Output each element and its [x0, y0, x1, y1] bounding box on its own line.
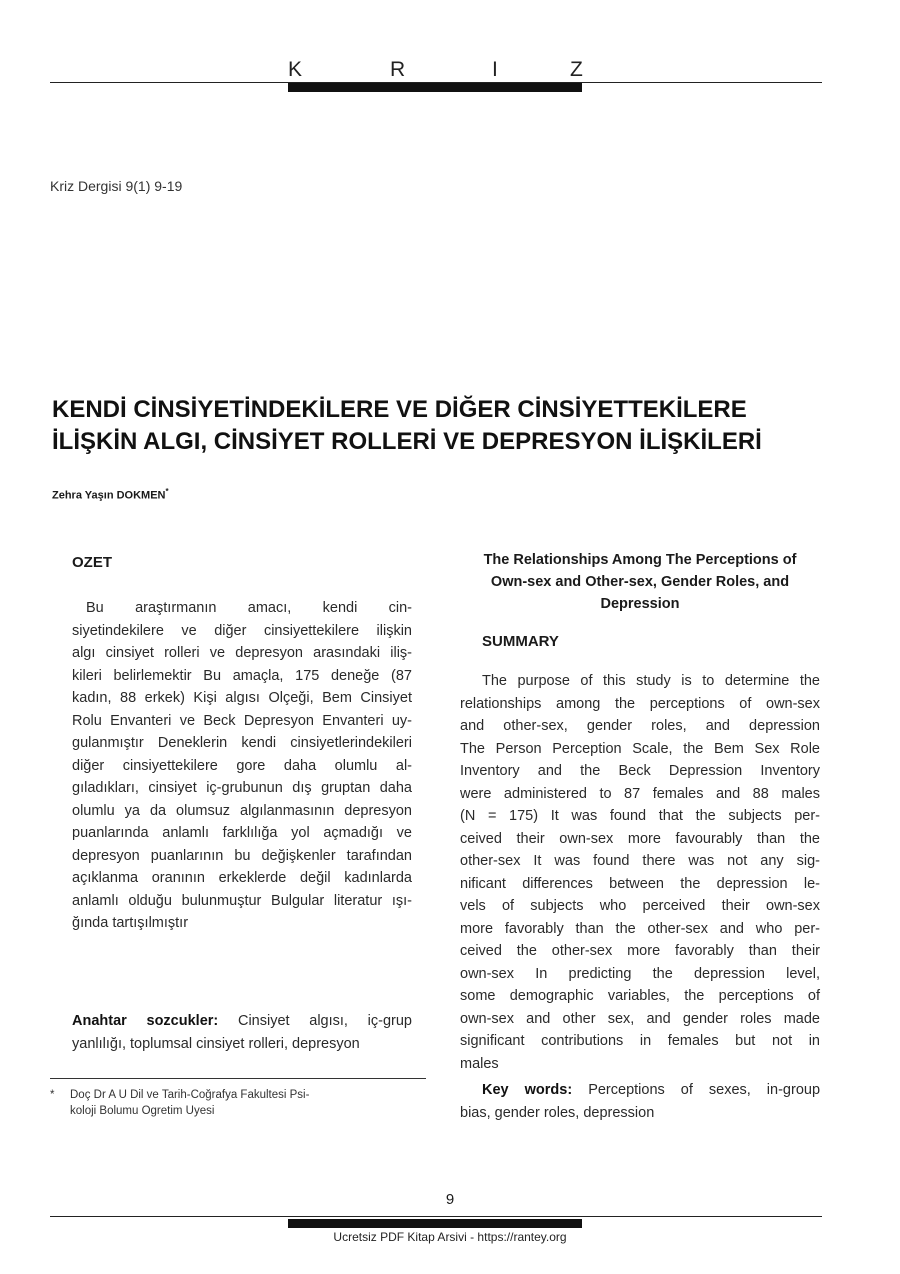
header-letter: I	[492, 58, 498, 81]
summary-line: significant contributions in females but not in	[460, 1033, 820, 1049]
journal-header-letters	[0, 58, 900, 82]
header-letter: K	[288, 58, 303, 81]
summary-line: males	[460, 1055, 499, 1072]
author-name: Zehra Yaşın DOKMEN	[52, 489, 166, 502]
header-letter: R	[390, 58, 406, 81]
ozet-keywords-line2: yanlılığı, toplumsal cinsiyet rolleri, depresyon	[72, 1035, 360, 1052]
footnote-line-1: Doç Dr A U Dil ve Tarih-Coğrafya Fakultesi Psi-	[70, 1089, 310, 1101]
summary-line: own-sex and other sex, and gender roles made	[460, 1010, 820, 1027]
header-bar	[288, 83, 582, 92]
footnote-line-2: koloji Bolumu Ogretim Uyesi	[70, 1105, 215, 1117]
article-title	[52, 394, 852, 458]
footer-rule	[50, 1216, 822, 1217]
summary-line: The purpose of this study is to determine the	[482, 673, 820, 689]
ozet-line: algı cinsiyet rolleri ve depresyon arasındaki iliş-	[72, 645, 412, 661]
summary-line: Inventory and the Beck Depression Inventory	[460, 763, 820, 779]
author-footnote-mark: *	[165, 487, 169, 496]
summary-line: vels of subjects who perceived their own-sex	[460, 898, 820, 914]
ozet-line: siyetindekilere ve diğer cinsiyettekilere ilişkin	[72, 622, 412, 639]
summary-keywords-line1: Perceptions of sexes, in-group	[588, 1082, 821, 1098]
ozet-line: Bu araştırmanın amacı, kendi cin-	[86, 600, 412, 616]
title-line-1: KENDİ CİNSİYETİNDEKİLERE VE DİĞER CİNSİYETTEKİLERE	[52, 396, 747, 423]
footnote-rule	[50, 1078, 426, 1079]
summary-line: were administered to 87 females and 88 males	[460, 785, 820, 802]
ozet-keywords-line1: Cinsiyet algısı, iç-grup	[237, 1013, 412, 1029]
ozet-keywords-label: Anahtar sozcukler:	[72, 1013, 219, 1029]
summary-line: own-sex In predicting the depression level,	[460, 965, 820, 982]
footer-bar	[288, 1219, 582, 1228]
ozet-line: depresyon puanlarının bu değişkenler tarafından	[72, 847, 412, 864]
summary-line: other-sex It was found there was not any sig-	[460, 853, 820, 869]
ozet-line: olumlu ya da olumsuz algılanmasının depresyon	[72, 802, 412, 819]
title-line-2: İLİŞKİN ALGI, CİNSİYET ROLLERİ VE DEPRESYON İLİŞKİLERİ	[52, 428, 762, 455]
ozet-line: puanlarında anlamlı farklılığa yol açmadığı ve	[72, 825, 412, 841]
summary-line: more favorably than the other-sex and who per-	[460, 920, 820, 937]
ozet-line: açıklanma oranının erkeklerde değil kadınlarda	[72, 870, 412, 886]
summary-line: The Person Perception Scale, the Bem Sex Role	[460, 740, 820, 757]
summary-line: ceived the other-sex more favorably than their	[460, 943, 820, 959]
summary-line: and other-sex, gender roles, and depression	[460, 718, 820, 734]
author	[52, 487, 169, 502]
summary-heading: SUMMARY	[482, 633, 559, 650]
english-title-line-2: Own-sex and Other-sex, Gender Roles, and	[490, 574, 790, 590]
ozet-keywords	[72, 1010, 412, 1055]
summary-line: (N = 175) It was found that the subjects per-	[460, 808, 820, 824]
summary-line: some demographic variables, the perceptions of	[460, 988, 820, 1004]
ozet-line: gıladıkları, cinsiyet iç-grubunun dış gruptan daha	[72, 780, 412, 796]
english-title	[440, 549, 840, 615]
summary-keywords-line2: bias, gender roles, depression	[460, 1104, 655, 1121]
summary-line: ceived their own-sex more favourably than the	[460, 830, 820, 847]
english-title-line-1: The Relationships Among The Perceptions of	[483, 552, 797, 568]
ozet-line: kileri belirlemektir Bu amaçla, 175 deneğe (87	[72, 667, 412, 684]
summary-keywords	[460, 1079, 820, 1124]
ozet-line: anlamlı olduğu bulunmuştur Bulgular literatur ışı-	[72, 892, 412, 909]
journal-reference: Kriz Dergisi 9(1) 9-19	[50, 178, 183, 194]
summary-line: relationships among the perceptions of own-sex	[460, 695, 820, 712]
ozet-line: kadın, 88 erkek) Kişi algısı Olçeği, Bem Cinsiyet	[72, 690, 412, 706]
ozet-line: Rolu Envanteri ve Beck Depresyon Envanteri uy-	[72, 712, 412, 729]
summary-line: nificant differences between the depression le-	[460, 875, 820, 892]
page-number: 9	[445, 1191, 455, 1208]
english-title-line-3: Depression	[600, 596, 680, 612]
summary-abstract	[460, 670, 820, 1075]
footer-source: Ucretsiz PDF Kitap Arsivi - https://rantey.org	[333, 1230, 567, 1244]
ozet-heading: OZET	[72, 554, 112, 571]
summary-keywords-label: Key words:	[482, 1082, 573, 1098]
ozet-abstract	[72, 597, 412, 935]
footnote-mark: *	[50, 1089, 55, 1101]
ozet-line: diğer cinsiyettekilere gore daha olumlu al-	[72, 757, 412, 774]
header-letter: Z	[570, 58, 583, 81]
ozet-line: gulanmıştır Deneklerin kendi cinsiyetlerindekileri	[72, 735, 412, 751]
ozet-line: ğında tartışılmıştır	[72, 915, 189, 931]
